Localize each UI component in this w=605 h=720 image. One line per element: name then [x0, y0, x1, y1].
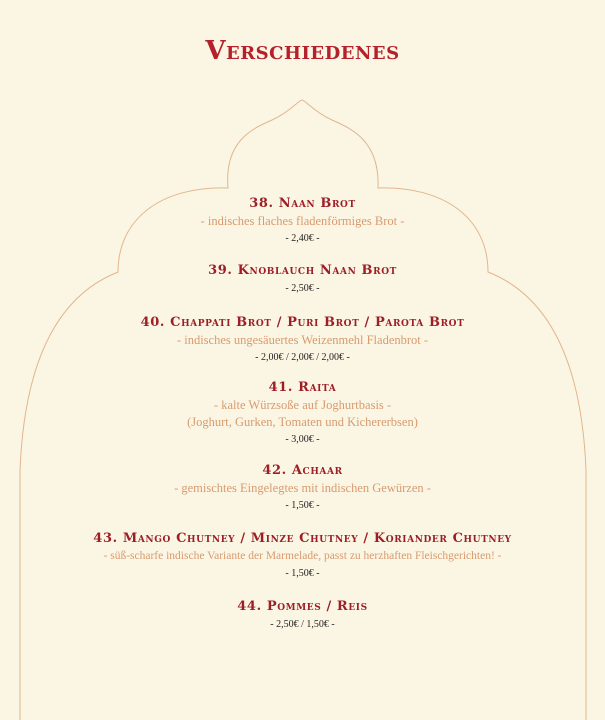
menu-item [0, 598, 605, 631]
item-price: - 2,00€ / 2,00€ / 2,00€ - [255, 352, 350, 363]
item-price: - 2,40€ - [285, 233, 320, 244]
item-price: - 3,00€ - [285, 434, 320, 445]
item-price: - 2,50€ - [285, 283, 320, 294]
menu-item [0, 379, 605, 446]
item-title: 40. Chappati Brot / Puri Brot / Parota Brot [140, 315, 465, 330]
item-price: - 2,50€ / 1,50€ - [270, 619, 335, 630]
item-price: - 1,50€ - [285, 568, 320, 579]
page-title: Verschiedenes [205, 36, 400, 66]
item-title: 39. Knoblauch Naan Brot [208, 263, 397, 278]
item-description: - kalte Würzsoße auf Joghurtbasis - [213, 398, 392, 412]
item-title: 43. Mango Chutney / Minze Chutney / Koriander Chutney [93, 531, 512, 546]
item-description: - indisches ungesäuertes Weizenmehl Fladenbrot - [176, 333, 429, 347]
item-description: (Joghurt, Gurken, Tomaten und Kichererbsen) [187, 415, 418, 429]
menu-item [0, 462, 605, 512]
item-title: 38. Naan Brot [249, 196, 356, 211]
item-title: 44. Pommes / Reis [237, 599, 368, 614]
item-title: 42. Achaar [262, 463, 343, 478]
item-description: - süß-scharfe indische Variante der Marmelade, passt zu herzhaften Fleischgerichten! - [103, 550, 502, 562]
item-description: - gemischtes Eingelegtes mit indischen Gewürzen - [174, 481, 431, 495]
menu-item [0, 195, 605, 245]
menu-item [0, 262, 605, 295]
menu-item [0, 530, 605, 580]
menu-item [0, 314, 605, 364]
item-price: - 1,50€ - [285, 500, 320, 511]
item-description: - indisches flaches fladenförmiges Brot - [200, 214, 405, 228]
item-title: 41. Raita [268, 380, 337, 395]
